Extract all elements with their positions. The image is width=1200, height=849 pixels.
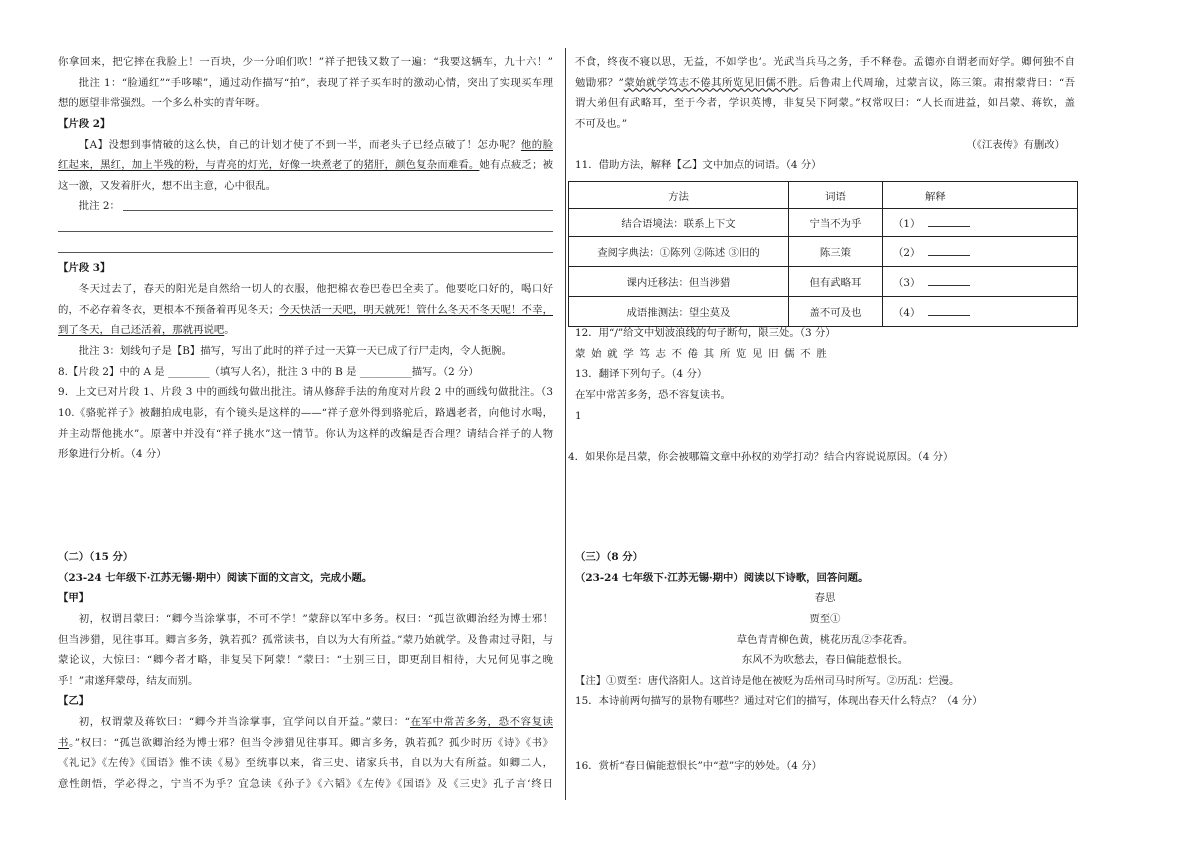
section-source: （23-24 七年级下·江苏无锡·期中）阅读下面的文言文，完成小题。 (58, 571, 373, 584)
underlined-segment: 在军中常苦多务，恐不容复读 (409, 716, 553, 729)
question-10-line: 并主动帮他挑水”。原著中并没有“祥子挑水”这一情节。你认为这样的改编是否合理？请结合祥子的人物 (58, 427, 553, 440)
passage-line: 谓大弟但有武略耳，至于今者，学识英博，非复吴下阿蒙。”权常叹曰：“人长而进益，如吕蒙、蒋钦，盖 (575, 97, 1075, 110)
passage-line (58, 733, 553, 754)
column-divider (565, 48, 566, 800)
poem-line: 东风不为吹愁去，春日偏能惹恨长。 (741, 654, 909, 667)
question-11-table (568, 181, 1078, 327)
text-segment: 她有点疲乏；被 (479, 159, 553, 172)
text-segment: 的，不必存着冬衣，更根本不预备着再见冬天； (58, 303, 280, 316)
table-header-explanation: 解释 (883, 182, 1078, 209)
answer-blank (928, 274, 970, 286)
passage-label-jia: 【甲】 (58, 592, 90, 605)
left-column-upper (58, 52, 553, 465)
term-cell: 宁当不为乎 (789, 209, 883, 237)
passage-line (58, 712, 553, 733)
question-16-prompt: 16．赏析“春日偏能惹恨长”中“惹”字的妙处。（4 分） (575, 760, 822, 772)
answer-number: （2） (893, 247, 921, 259)
question-12-prompt: 12．用“/”给文中划波浪线的句子断句，限三处。（3 分） (575, 327, 836, 339)
answer-cell (883, 209, 1078, 237)
passage-line: 冬天过去了，春天的阳光是自然给一切人的衣服，他把棉衣卷巴卷巴全卖了。他要吃口好的，喝口好 (78, 283, 553, 296)
answer-line (58, 217, 553, 238)
passage-line (58, 155, 553, 176)
question-9: 9．上文已对片段 1、片段 3 中的画线句做出批注。请从修辞手法的角度对片段 2 中的画线句做批注。（3 (58, 386, 553, 399)
answer-cell (883, 297, 1078, 327)
text-segment: 。 (224, 324, 235, 337)
question-13-sentence: 在军中常苦多务，恐不容复读书。 (575, 388, 731, 401)
table-header-row (569, 182, 1078, 209)
answer-blank-line (58, 252, 553, 253)
passage-line: 初，权谓吕蒙曰：“卿今当涂掌事，不可不学！”蒙辞以军中多务。权曰：“孤岂欲卿治经为博士邪！ (78, 612, 553, 625)
fragment-heading: 【片段 2】 (58, 117, 111, 130)
question-10-line: 形象进行分析。（4 分） (58, 448, 167, 461)
underlined-segment: 书 (58, 736, 69, 749)
passage-line: 不可及也。” (575, 117, 628, 130)
poem-author: 贾至① (809, 612, 841, 625)
section-source: （23-24 七年级下·江苏无锡·期中）阅读以下诗歌，回答问题。 (575, 571, 869, 584)
passage-line: 但当涉猎，见往事耳。卿言多务，孰若孤？孤常读书，自以为大有所益。”蒙乃始就学。及鲁肃过寻阳，与 (58, 633, 553, 646)
passage-line: 乎！”肃遂拜蒙母，结友而别。 (58, 674, 199, 687)
right-column-upper (575, 52, 1075, 176)
passage-line: 意性朗悟，学必得之，宁当不为乎？宜急读《孙子》《六韬》《左传》《国语》及《三史》孔子言‘终日 (58, 778, 553, 791)
underlined-segment: 到了冬天，自己还活着，那就再说吧 (58, 324, 225, 337)
passage-line (58, 300, 553, 321)
table-row (569, 267, 1078, 297)
answer-line (58, 238, 553, 259)
term-cell: 陈三策 (789, 237, 883, 267)
right-column-questions (575, 323, 1075, 426)
section-heading: （二）（15 分） (58, 551, 134, 563)
question-14-prompt: 4．如果你是吕蒙，你会被哪篇文章中孙权的劝学打动？结合内容说说原因。（4 分） (568, 451, 954, 463)
passage-line: 蒙论议，大惊曰：“卿今者才略，非复吴下阿蒙！”蒙曰：“士别三日，即更刮目相待，大兄何见事之晚 (58, 654, 553, 667)
poem-title: 春思 (814, 592, 836, 605)
annotation-answer-line (58, 196, 553, 217)
answer-cell (883, 267, 1078, 297)
wavy-underlined-segment: 蒙始就学笃志不倦其所览见旧儒不胜 (623, 76, 799, 89)
poem-note: 【注】①贾至：唐代洛阳人。这首诗是他在被贬为岳州司马时所写。②历乱：烂漫。 (575, 674, 960, 687)
table-row (569, 297, 1078, 327)
passage-citation: （《江表传》有删改） (966, 138, 1065, 151)
question-13-prompt: 13．翻译下列句子。（4 分） (575, 368, 708, 381)
left-column-lower (58, 547, 553, 795)
term-cell: 盖不可及也 (789, 297, 883, 327)
text-segment: 初，权谓蒙及蒋钦曰：“卿今并当涂掌事，宜学问以自开益。”蒙曰：“ (78, 716, 410, 729)
answer-cell (883, 237, 1078, 267)
passage-line (58, 135, 553, 156)
fragment-heading: 【片段 3】 (58, 262, 111, 275)
table-header-method: 方法 (569, 182, 789, 209)
method-cell: 成语推测法：望尘莫及 (569, 297, 789, 327)
annotation-line: 批注 3：划线句子是【B】描写，写出了此时的祥子过一天算一天已成了行尸走肉，令人扼腕。 (78, 344, 512, 357)
answer-number: （4） (893, 307, 921, 319)
right-column-lower (575, 547, 1075, 712)
table-row (569, 237, 1078, 267)
annotation-label: 批注 2： (78, 200, 120, 213)
text-segment: 勉勖邪？” (575, 76, 624, 89)
question-11-prompt: 11．借助方法，解释【乙】文中加点的词语。（4 分） (575, 159, 822, 172)
question-number-fragment: 1 (575, 409, 582, 422)
passage-line: 不食，终夜不寝以思，无益，不如学也’。光武当兵马之务，手不释卷。孟德亦自谓老而好学。卿何独不自 (575, 56, 1075, 68)
answer-blank (928, 304, 970, 316)
method-cell: 查阅字典法：①陈列 ②陈述 ③旧的 (569, 237, 789, 267)
passage-label-yi: 【乙】 (58, 695, 90, 708)
text-segment: 【A】没想到事情破的这么快，自己的计划才使了不到一半，而老头子已经点破了！怎办呢？ (78, 138, 521, 151)
annotation-line: 批注 1：“脸通红”“手哆嗦”，通过动作描写“拍”，表现了祥子买车时的激动心情，突出了实现买车理 (78, 76, 553, 89)
answer-blank (928, 244, 970, 256)
underlined-segment: 红起来，黑红，加上半残的粉，与青亮的灯光，好像一块煮老了的猪肝，颜色复杂而难看。 (58, 159, 480, 172)
term-cell: 但有武略耳 (789, 267, 883, 297)
question-15-prompt: 15．本诗前两句描写的景物有哪些？通过对它们的描写，体现出春天什么特点？（4 分） (575, 695, 983, 708)
underlined-segment: 今天快活一天吧，明天就死！管什么冬天不冬天呢！不幸， (279, 303, 553, 316)
answer-blank-line (123, 196, 553, 211)
method-cell: 课内迁移法：但当涉猎 (569, 267, 789, 297)
question-14-block (568, 447, 1075, 468)
passage-line (58, 320, 553, 341)
table-header-term: 词语 (789, 182, 883, 209)
annotation-line: 想的愿望非常强烈。一个多么朴实的青年呀。 (58, 97, 266, 110)
method-cell: 结合语境法：联系上下文 (569, 209, 789, 237)
passage-line: 你拿回来，把它摔在我脸上！一百块，少一分咱们吹！”祥子把钱又数了一遍：“我要这辆车，九十六！” (58, 56, 553, 68)
underlined-segment: 他的脸 (520, 138, 553, 151)
poem-line: 草色青青柳色黄，桃花历乱②李花香。 (736, 633, 914, 646)
question-10-line: 10.《骆驼祥子》被翻拍成电影，有个镜头是这样的——“祥子意外得到骆驼后，路遇老者，向他讨水喝， (58, 406, 553, 419)
passage-line (575, 73, 1075, 94)
answer-blank-line (58, 231, 553, 232)
passage-line: 《礼记》《左传》《国语》惟不读《易》至统事以来，省三史、诸家兵书，自以为大有所益。如卿二人， (58, 757, 553, 770)
passage-line: 这一激，又发着肝火，想不出主意，心中很乱。 (58, 179, 277, 192)
answer-number: （3） (893, 277, 921, 289)
text-segment: 。后鲁肃上代周瑜，过蒙言议，陈三策。肃拊蒙背曰：“吾 (798, 76, 1075, 89)
answer-number: （1） (893, 218, 921, 230)
answer-blank (928, 215, 970, 227)
table-row (569, 209, 1078, 237)
section-heading: （三）（8 分） (575, 551, 643, 563)
question-16-block (575, 756, 1075, 777)
text-segment: 。”权曰：“孤岂欲卿治经为博士邪？但当令涉猎见往事耳。卿言多务，孰若孤？孤少时历《诗》《书》 (68, 736, 553, 749)
question-8: 8.【片段 2】中的 A 是 ________（填写人名），批注 3 中的 B 是 __________描写。（2 分） (58, 365, 479, 378)
question-12-sentence: 蒙 始 就 学 笃 志 不 倦 其 所 览 见 旧 儒 不 胜 (575, 347, 828, 360)
